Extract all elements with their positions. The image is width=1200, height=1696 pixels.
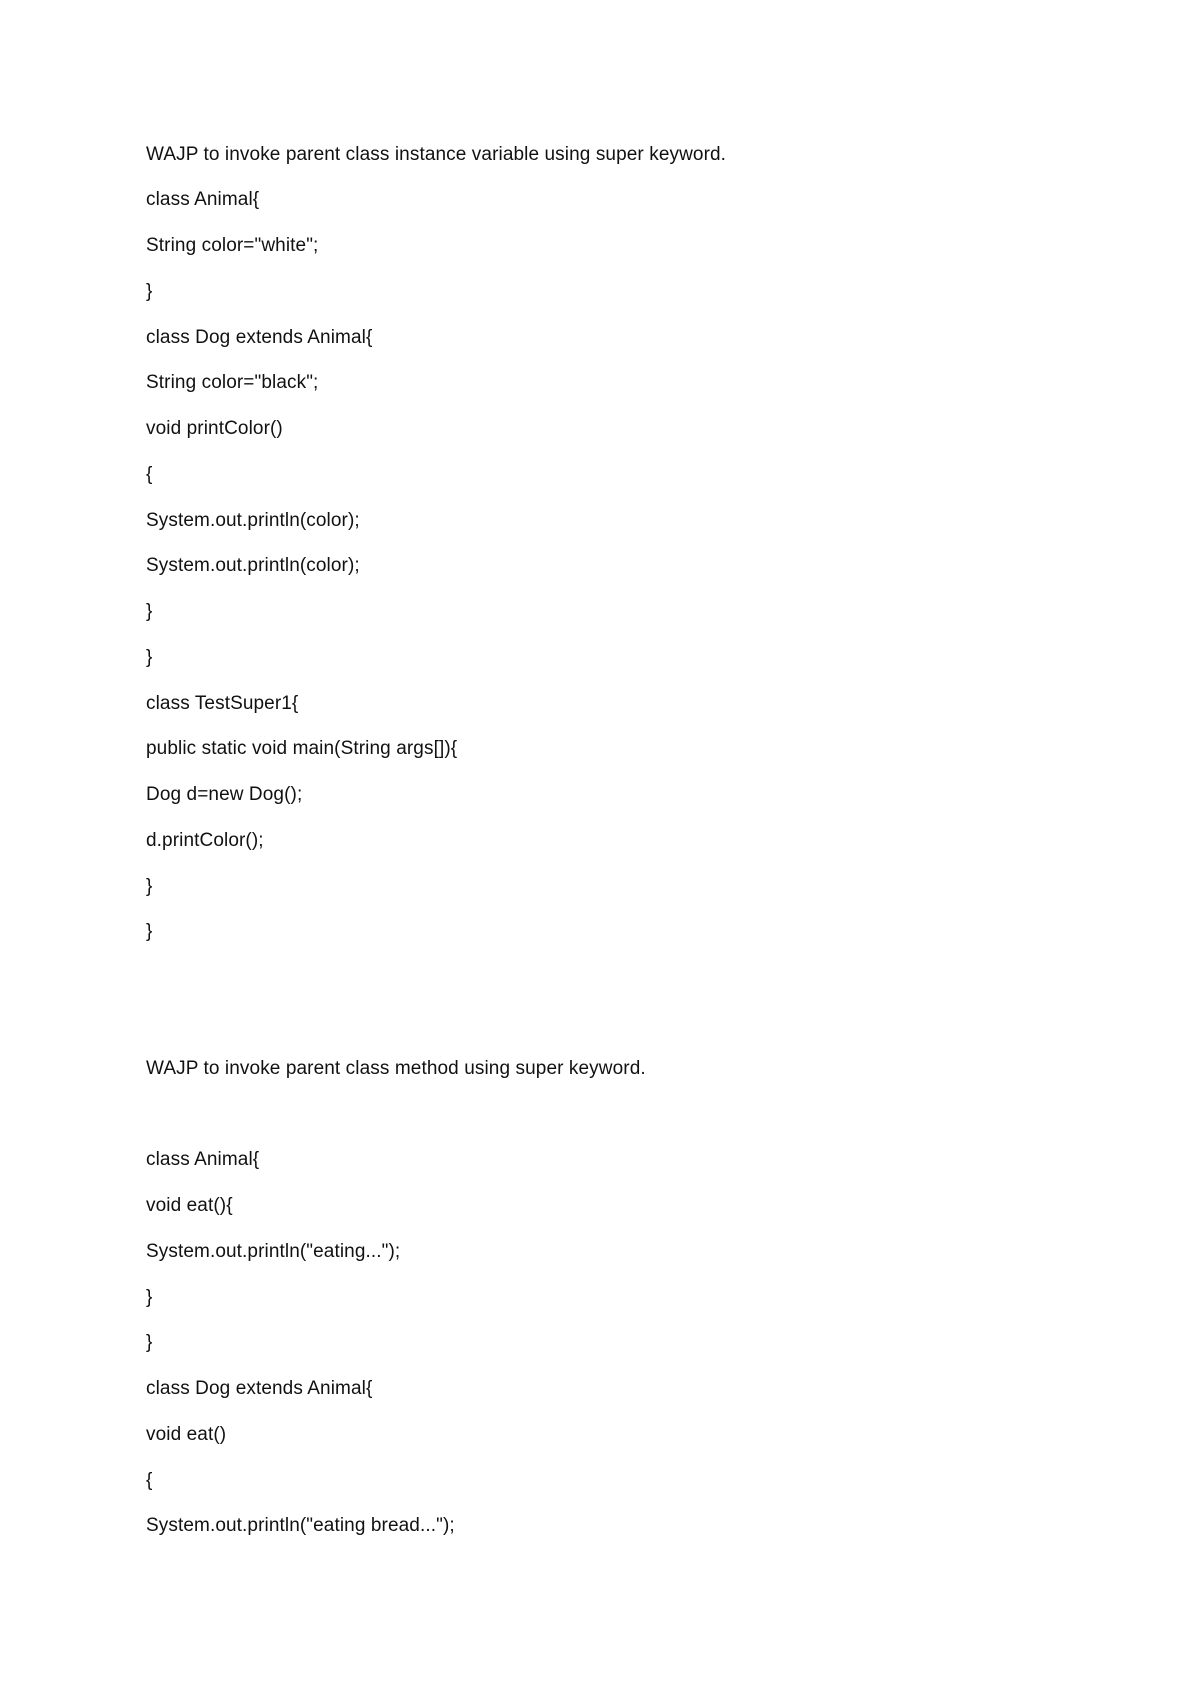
code-line: String color="black";: [146, 372, 319, 393]
code-line: String color="white";: [146, 235, 319, 256]
code-line: }: [146, 1287, 153, 1308]
code-line: class Dog extends Animal{: [146, 1378, 373, 1399]
code-line: class TestSuper1{: [146, 693, 299, 714]
code-line: System.out.println("eating...");: [146, 1241, 401, 1262]
code-line: public static void main(String args[]){: [146, 738, 458, 759]
heading-super-variable: WAJP to invoke parent class instance variable using super keyword.: [146, 144, 727, 165]
code-line: System.out.println(color);: [146, 555, 360, 576]
code-line: void eat(){: [146, 1195, 233, 1216]
code-line: }: [146, 647, 153, 668]
code-line: class Animal{: [146, 1149, 260, 1170]
code-line: class Animal{: [146, 189, 260, 210]
code-line: Dog d=new Dog();: [146, 784, 303, 805]
code-line: }: [146, 601, 153, 622]
code-line: {: [146, 1470, 153, 1491]
code-line: void printColor(): [146, 418, 283, 439]
code-line: }: [146, 1332, 153, 1353]
code-line: {: [146, 464, 153, 485]
code-line: }: [146, 281, 153, 302]
code-line: }: [146, 921, 153, 942]
code-line: }: [146, 876, 153, 897]
code-line: System.out.println(color);: [146, 510, 360, 531]
code-line: void eat(): [146, 1424, 227, 1445]
heading-super-method: WAJP to invoke parent class method using super keyword.: [146, 1058, 646, 1079]
code-line: System.out.println("eating bread...");: [146, 1515, 455, 1536]
code-line: d.printColor();: [146, 830, 264, 851]
code-line: class Dog extends Animal{: [146, 327, 373, 348]
